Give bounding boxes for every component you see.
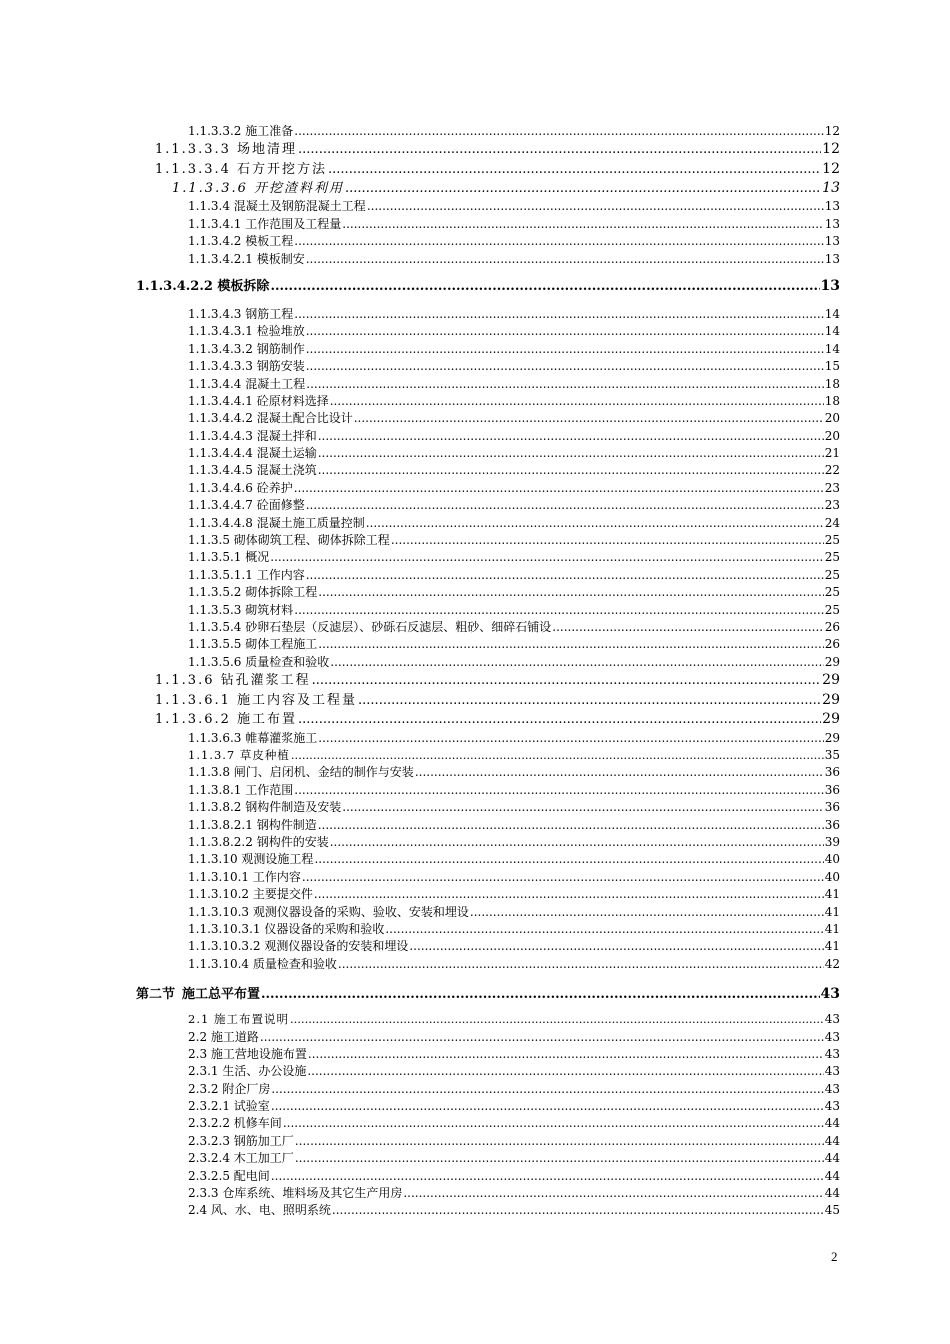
toc-page-number: 20 <box>824 411 840 426</box>
toc-page-number: 22 <box>824 463 840 478</box>
toc-entry[interactable] <box>188 251 840 268</box>
toc-entry-title: 2.3.2.1 试验室 <box>188 1099 270 1114</box>
toc-entry-title: 1.1.3.4.4.6 砼养护 <box>188 480 293 495</box>
toc-entry-title: 2.3.2.4 木工加工厂 <box>188 1151 294 1166</box>
toc-page-number: 43 <box>824 1029 840 1044</box>
toc-entry-title: 1.1.3.3.2 施工准备 <box>188 124 294 138</box>
toc-entry-title: 1.1.3.8.1 工作范围 <box>188 782 294 797</box>
toc-leader-dots <box>367 198 824 215</box>
toc-page-number: 43 <box>824 1012 840 1027</box>
toc-entry-title: 1.1.3.10.3.2 观测仪器设备的安装和埋设 <box>188 939 409 954</box>
toc-page-number: 43 <box>824 1046 840 1061</box>
toc-entry-title: 1.1.3.5.1 概况 <box>188 550 270 565</box>
toc-leader-dots <box>330 393 824 410</box>
toc-page-number: 36 <box>824 817 840 832</box>
toc-leader-dots <box>470 904 824 921</box>
toc-entry[interactable] <box>188 764 840 781</box>
toc-page-number: 12 <box>822 141 840 158</box>
toc-leader-dots <box>354 410 824 427</box>
toc-entry-title: 1.1.3.4.3.1 检验堆放 <box>188 324 305 339</box>
toc-entry-title: 1.1.3.4 混凝土及钢筋混凝土工程 <box>188 199 366 214</box>
toc-leader-dots <box>330 834 824 851</box>
toc-leader-dots <box>283 1115 824 1132</box>
toc-entry-title: 1.1.3.6 钻孔灌浆工程 <box>155 673 311 689</box>
toc-entry-title: 1.1.3.5.6 质量检查和验收 <box>188 654 330 669</box>
toc-leader-dots <box>261 984 820 1006</box>
toc-leader-dots <box>271 1098 824 1115</box>
toc-leader-dots <box>290 1011 824 1028</box>
toc-entry-title: 1.1.3.10 观测设施工程 <box>188 852 314 867</box>
toc-leader-dots <box>342 799 823 816</box>
toc-entry-title: 1.1.3.3.4 石方开挖方法 <box>155 161 328 177</box>
toc-entry[interactable] <box>188 567 840 584</box>
toc-entry[interactable] <box>188 869 840 886</box>
toc-entry[interactable] <box>188 462 840 479</box>
toc-page-number: 44 <box>824 1168 840 1183</box>
toc-page-number: 18 <box>824 393 840 408</box>
toc-entry-title: 2.3.2 附企厂房 <box>188 1081 271 1096</box>
toc-entry-title: 1.1.3.10.4 质量检查和验收 <box>188 956 337 971</box>
toc-entry-title: 1.1.3.10.2 主要提交件 <box>188 887 313 902</box>
toc-page-number: 29 <box>824 730 840 745</box>
toc-page-number: 42 <box>824 956 840 971</box>
toc-entry-title: 第二节 <box>136 987 176 1003</box>
toc-leader-dots <box>295 1133 824 1150</box>
toc-page-number: 23 <box>824 480 840 495</box>
toc-page-number: 25 <box>824 602 840 617</box>
toc-page-number: 14 <box>824 341 840 356</box>
toc-entry[interactable] <box>188 341 840 358</box>
toc-entry[interactable] <box>188 428 840 445</box>
toc-leader-dots <box>552 619 823 636</box>
toc-entry-title: 1.1.3.8.2.1 钢构件制造 <box>188 817 317 832</box>
toc-entry[interactable] <box>188 216 840 233</box>
toc-leader-dots <box>298 140 821 160</box>
toc-page-number: 13 <box>820 277 840 294</box>
toc-entry-subtitle: 施工总平布置 <box>181 987 260 1003</box>
toc-leader-dots <box>330 654 823 671</box>
toc-page-number: 13 <box>824 199 840 214</box>
toc-page-number: 44 <box>824 1116 840 1131</box>
toc-entry[interactable] <box>188 1115 840 1132</box>
toc-entry-title: 2.1 施工布置说明 <box>188 1012 289 1027</box>
toc-page-number: 44 <box>824 1186 840 1201</box>
toc-entry[interactable] <box>188 515 840 532</box>
toc-leader-dots <box>312 671 822 691</box>
toc-entry-title: 1.1.3.4.4.2 混凝土配合比设计 <box>188 411 353 426</box>
toc-entry[interactable] <box>188 602 840 619</box>
toc-entry-title: 1.1.3.10.3.1 仪器设备的采购和验收 <box>188 921 385 936</box>
toc-entry-title: 1.1.3.4.3 钢筋工程 <box>188 306 294 321</box>
toc-entry-title: 1.1.3.6.3 帷幕灌浆施工 <box>188 730 318 745</box>
toc-leader-dots <box>270 276 819 298</box>
toc-page-number: 44 <box>824 1151 840 1166</box>
toc-entry-title: 1.1.3.4.4.8 混凝土施工质量控制 <box>188 515 365 530</box>
toc-page-number: 25 <box>824 550 840 565</box>
toc-entry[interactable] <box>155 691 840 711</box>
toc-page-number: 26 <box>824 619 840 634</box>
toc-page-number: 15 <box>824 359 840 374</box>
toc-page-number: 36 <box>824 782 840 797</box>
toc-entry-title: 1.1.3.4.4.5 混凝土浇筑 <box>188 463 317 478</box>
toc-page-number: 40 <box>824 852 840 867</box>
toc-entry-title: 2.3.2.5 配电间 <box>188 1168 270 1183</box>
toc-leader-dots <box>294 123 823 140</box>
toc-entry-title: 2.2 施工道路 <box>188 1029 259 1044</box>
toc-leader-dots <box>306 323 824 340</box>
toc-entry-title: 1.1.3.5 砌体砌筑工程、砌体拆除工程 <box>188 533 390 548</box>
toc-entry[interactable] <box>188 938 840 955</box>
toc-entry-title: 1.1.3.4.4 混凝土工程 <box>188 376 306 391</box>
toc-leader-dots <box>318 730 823 747</box>
toc-page-number: 41 <box>824 904 840 919</box>
toc-leader-dots <box>306 358 824 375</box>
toc-page-number: 43 <box>824 1081 840 1096</box>
toc-leader-dots <box>318 817 824 834</box>
toc-entry-title: 2.3.1 生活、办公设施 <box>188 1064 307 1079</box>
toc-page-number: 13 <box>824 234 840 249</box>
toc-page-number: 13 <box>824 216 840 231</box>
toc-page-number: 20 <box>824 428 840 443</box>
toc-entry[interactable] <box>188 532 840 549</box>
toc-leader-dots <box>260 1029 824 1046</box>
toc-entry[interactable] <box>188 956 840 973</box>
table-of-contents <box>0 123 950 1220</box>
toc-entry[interactable] <box>188 1063 840 1080</box>
toc-leader-dots <box>358 691 821 711</box>
toc-entry[interactable] <box>188 851 840 868</box>
toc-page-number: 39 <box>824 835 840 849</box>
toc-page-number: 13 <box>824 251 840 266</box>
toc-entry-title: 1.1.3.4.2.1 模板制安 <box>188 251 305 266</box>
toc-entry[interactable] <box>188 410 840 427</box>
toc-entry-title: 1.1.3.6.1 施工内容及工程量 <box>155 692 358 708</box>
toc-leader-dots <box>318 428 824 445</box>
toc-entry-title: 1.1.3.5.4 砂卵石垫层（反滤层）、砂砾石反滤层、粗砂、细碎石铺设 <box>188 619 552 634</box>
toc-entry[interactable] <box>188 549 840 566</box>
toc-entry[interactable] <box>188 497 840 514</box>
toc-page-number: 41 <box>824 887 840 902</box>
toc-entry-title: 1.1.3.4.4.1 砼原材料选择 <box>188 393 329 408</box>
toc-entry[interactable] <box>188 393 840 410</box>
toc-entry-title: 2.3.2.3 钢筋加工厂 <box>188 1133 294 1148</box>
toc-page-number: 36 <box>824 765 840 780</box>
toc-entry[interactable] <box>155 671 840 691</box>
toc-entry-title: 1.1.3.4.4.4 混凝土运输 <box>188 446 317 461</box>
toc-entry-title: 1.1.3.3.6 开挖渣料利用 <box>172 181 345 197</box>
toc-leader-dots <box>391 532 824 549</box>
toc-page-number: 13 <box>822 180 840 197</box>
toc-entry-title: 1.1.3.5.2 砌体拆除工程 <box>188 585 318 600</box>
toc-entry[interactable] <box>155 140 840 160</box>
toc-leader-dots <box>385 921 823 938</box>
toc-entry-title: 2.3.2.2 机修车间 <box>188 1116 282 1131</box>
toc-leader-dots <box>294 233 823 250</box>
toc-page-number: 25 <box>824 567 840 582</box>
toc-entry[interactable] <box>188 1133 840 1150</box>
toc-entry[interactable] <box>188 886 840 903</box>
toc-entry[interactable] <box>188 1168 840 1185</box>
toc-leader-dots <box>271 1168 824 1185</box>
toc-leader-dots <box>306 251 824 268</box>
toc-entry-title: 1.1.3.4.4.3 混凝土拌和 <box>188 428 317 443</box>
toc-entry-title: 1.1.3.3.3 场地清理 <box>155 142 298 158</box>
toc-entry[interactable] <box>188 782 840 799</box>
toc-entry[interactable] <box>188 799 840 816</box>
toc-leader-dots <box>403 1185 823 1202</box>
toc-entry[interactable] <box>188 834 840 851</box>
toc-page-number: 29 <box>824 654 840 669</box>
toc-page-number: 43 <box>824 1064 840 1079</box>
toc-leader-dots <box>306 567 824 584</box>
toc-entry-title: 1.1.3.10.3 观测仪器设备的采购、验收、安装和埋设 <box>188 904 469 919</box>
toc-entry[interactable] <box>136 983 840 1005</box>
toc-page-number: 41 <box>824 921 840 936</box>
toc-entry[interactable] <box>155 160 840 180</box>
toc-entry-title: 1.1.3.4.3.2 钢筋制作 <box>188 341 305 356</box>
toc-entry[interactable] <box>188 1011 840 1028</box>
toc-entry-title: 1.1.3.4.2.2 模板拆除 <box>136 278 270 294</box>
toc-page-number: 25 <box>824 533 840 548</box>
toc-leader-dots <box>308 1046 824 1063</box>
toc-page-number: 23 <box>824 498 840 513</box>
toc-page-number: 29 <box>822 711 840 728</box>
toc-entry-title: 1.1.3.7 草皮种植 <box>188 748 290 763</box>
toc-page-number: 29 <box>822 691 840 708</box>
toc-entry-title: 1.1.3.5.3 砌筑材料 <box>188 602 294 617</box>
toc-leader-dots <box>314 886 824 903</box>
page-number: 2 <box>831 1249 838 1264</box>
toc-entry[interactable] <box>188 358 840 375</box>
toc-leader-dots <box>318 462 824 479</box>
toc-page-number: 36 <box>824 800 840 815</box>
toc-leader-dots <box>302 869 824 886</box>
toc-entry[interactable] <box>188 1029 840 1046</box>
toc-page-number: 14 <box>824 306 840 321</box>
toc-entry[interactable] <box>188 376 840 393</box>
toc-entry[interactable] <box>188 480 840 497</box>
toc-entry[interactable] <box>188 817 840 834</box>
toc-page-number: 29 <box>822 672 840 689</box>
toc-entry-title: 2.3.3 仓库系统、堆料场及其它生产用房 <box>188 1186 403 1201</box>
toc-entry-title: 2.3 施工营地设施布置 <box>188 1046 307 1061</box>
toc-entry-title: 1.1.3.8 闸门、启闭机、金结的制作与安装 <box>188 765 414 780</box>
toc-entry[interactable] <box>188 730 840 747</box>
toc-page-number: 18 <box>824 376 840 391</box>
toc-page-number: 21 <box>824 446 840 461</box>
toc-entry-title: 2.4 风、水、电、照明系统 <box>188 1203 331 1218</box>
toc-page-number: 12 <box>822 160 840 177</box>
toc-entry[interactable] <box>172 179 840 198</box>
toc-leader-dots <box>306 376 823 393</box>
toc-entry[interactable] <box>188 921 840 938</box>
toc-entry[interactable] <box>188 904 840 921</box>
toc-entry[interactable] <box>188 198 840 215</box>
toc-page-number: 45 <box>824 1203 840 1218</box>
toc-leader-dots <box>307 1063 823 1080</box>
toc-page-number: 43 <box>820 986 840 1003</box>
toc-leader-dots <box>291 747 824 764</box>
toc-entry[interactable] <box>188 123 840 140</box>
toc-entry[interactable] <box>188 636 840 653</box>
toc-leader-dots <box>294 602 823 619</box>
toc-page-number: 12 <box>824 124 840 138</box>
toc-page-number: 35 <box>824 748 840 763</box>
toc-leader-dots <box>318 636 823 653</box>
toc-leader-dots <box>271 1081 823 1098</box>
toc-page-number: 26 <box>824 637 840 652</box>
toc-entry[interactable] <box>188 323 840 340</box>
toc-entry[interactable] <box>188 584 840 601</box>
toc-entry[interactable] <box>188 445 840 462</box>
toc-page-number: 40 <box>824 869 840 884</box>
toc-entry-title: 1.1.3.8.2.2 钢构件的安装 <box>188 835 329 849</box>
toc-page-number: 25 <box>824 585 840 600</box>
toc-leader-dots <box>345 179 821 198</box>
toc-entry-title: 1.1.3.10.1 工作内容 <box>188 869 301 884</box>
toc-entry[interactable] <box>188 747 840 764</box>
toc-entry-title: 1.1.3.4.4.7 砼面修整 <box>188 498 305 513</box>
toc-leader-dots <box>318 584 823 601</box>
toc-leader-dots <box>342 216 823 233</box>
toc-leader-dots <box>298 710 821 730</box>
toc-entry[interactable] <box>188 1098 840 1115</box>
toc-page-number: 43 <box>824 1099 840 1114</box>
toc-page-number: 14 <box>824 324 840 339</box>
toc-leader-dots <box>294 306 823 323</box>
toc-entry-title: 1.1.3.4.1 工作范围及工程量 <box>188 216 342 231</box>
toc-entry-title: 1.1.3.5.1.1 工作内容 <box>188 567 305 582</box>
toc-entry-title: 1.1.3.4.3.3 钢筋安装 <box>188 359 305 374</box>
toc-entry[interactable] <box>188 233 840 250</box>
toc-leader-dots <box>415 764 824 781</box>
toc-page-number: 24 <box>824 515 840 530</box>
toc-leader-dots <box>295 1150 824 1167</box>
toc-entry-title: 1.1.3.4.2 模板工程 <box>188 234 294 249</box>
toc-entry[interactable] <box>188 1081 840 1098</box>
toc-leader-dots <box>366 515 824 532</box>
toc-leader-dots <box>294 480 824 497</box>
toc-leader-dots <box>294 782 823 799</box>
toc-leader-dots <box>332 1202 824 1219</box>
toc-entry[interactable] <box>136 275 840 297</box>
toc-leader-dots <box>328 160 821 180</box>
toc-leader-dots <box>306 497 824 514</box>
toc-page-number: 44 <box>824 1133 840 1148</box>
toc-leader-dots <box>338 956 824 973</box>
toc-leader-dots <box>270 549 823 566</box>
toc-leader-dots <box>314 851 823 868</box>
toc-entry[interactable] <box>188 306 840 323</box>
toc-entry-title: 1.1.3.5.5 砌体工程施工 <box>188 637 318 652</box>
toc-leader-dots <box>318 445 824 462</box>
toc-entry[interactable] <box>155 710 840 730</box>
toc-leader-dots <box>409 938 823 955</box>
toc-entry[interactable] <box>188 1185 840 1202</box>
toc-page-number: 41 <box>824 939 840 954</box>
toc-leader-dots <box>306 341 824 358</box>
toc-entry[interactable] <box>188 619 840 636</box>
toc-entry-title: 1.1.3.8.2 钢构件制造及安装 <box>188 800 342 815</box>
toc-entry[interactable] <box>188 1150 840 1167</box>
toc-entry[interactable] <box>188 1202 840 1219</box>
toc-entry[interactable] <box>188 654 840 671</box>
toc-entry-title: 1.1.3.6.2 施工布置 <box>155 712 298 728</box>
toc-entry[interactable] <box>188 1046 840 1063</box>
